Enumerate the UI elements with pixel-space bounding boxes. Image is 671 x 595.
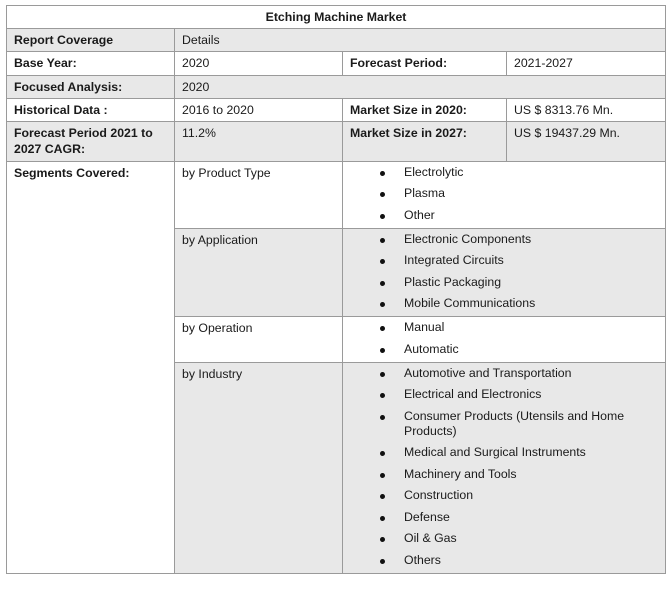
list-item: Oil & Gas [380, 531, 658, 546]
list-item: Integrated Circuits [380, 253, 658, 268]
list-item: Electronic Components [380, 232, 658, 247]
list-item: Defense [380, 510, 658, 525]
list-item: Consumer Products (Utensils and Home Products) [380, 409, 658, 439]
segment-list-application [343, 228, 666, 317]
list-item: Medical and Surgical Instruments [380, 445, 658, 460]
table-row [7, 98, 666, 121]
segment-list-industry [343, 362, 666, 573]
row-value-base-year: 2020 [175, 52, 343, 75]
segment-name-operation: by Operation [175, 317, 343, 363]
segment-list-product-type [343, 161, 666, 228]
list-item: Electrical and Electronics [380, 387, 658, 402]
row-value-focused-analysis: 2020 [175, 75, 666, 98]
market-table-container [6, 5, 665, 574]
row-label-market-size-2027: Market Size in 2027: [343, 122, 507, 161]
list-item: Automotive and Transportation [380, 366, 658, 381]
table-row [7, 122, 666, 161]
table-header-row [7, 29, 666, 52]
list-item: Manual [380, 320, 658, 335]
list-item: Others [380, 553, 658, 568]
page-title: Etching Machine Market [7, 6, 666, 29]
list-item: Plastic Packaging [380, 275, 658, 290]
segment-list-operation [343, 317, 666, 363]
list-item: Other [380, 208, 658, 223]
list-item: Electrolytic [380, 165, 658, 180]
etching-machine-market-table [6, 5, 666, 574]
list-item: Plasma [380, 186, 658, 201]
header-label-report-coverage: Report Coverage [7, 29, 175, 52]
row-label-forecast-period: Forecast Period: [343, 52, 507, 75]
header-value-details: Details [175, 29, 666, 52]
segments-row-product-type [7, 161, 666, 228]
segment-name-application: by Application [175, 228, 343, 317]
row-label-segments-covered: Segments Covered: [7, 161, 175, 573]
bullet-list [350, 232, 658, 312]
list-item: Construction [380, 488, 658, 503]
row-value-market-size-2027: US $ 19437.29 Mn. [507, 122, 666, 161]
row-value-historical-data: 2016 to 2020 [175, 98, 343, 121]
row-label-historical-data: Historical Data : [7, 98, 175, 121]
table-row [7, 52, 666, 75]
row-label-market-size-2020: Market Size in 2020: [343, 98, 507, 121]
list-item: Automatic [380, 342, 658, 357]
list-item: Mobile Communications [380, 296, 658, 311]
row-value-market-size-2020: US $ 8313.76 Mn. [507, 98, 666, 121]
segment-name-product-type: by Product Type [175, 161, 343, 228]
row-value-cagr: 11.2% [175, 122, 343, 161]
bullet-list [350, 320, 658, 357]
row-label-base-year: Base Year: [7, 52, 175, 75]
table-title-row [7, 6, 666, 29]
table-row [7, 75, 666, 98]
list-item: Machinery and Tools [380, 467, 658, 482]
row-value-forecast-period: 2021-2027 [507, 52, 666, 75]
bullet-list [350, 366, 658, 568]
row-label-focused-analysis: Focused Analysis: [7, 75, 175, 98]
segment-name-industry: by Industry [175, 362, 343, 573]
bullet-list [350, 165, 658, 223]
row-label-cagr: Forecast Period 2021 to 2027 CAGR: [7, 122, 175, 161]
